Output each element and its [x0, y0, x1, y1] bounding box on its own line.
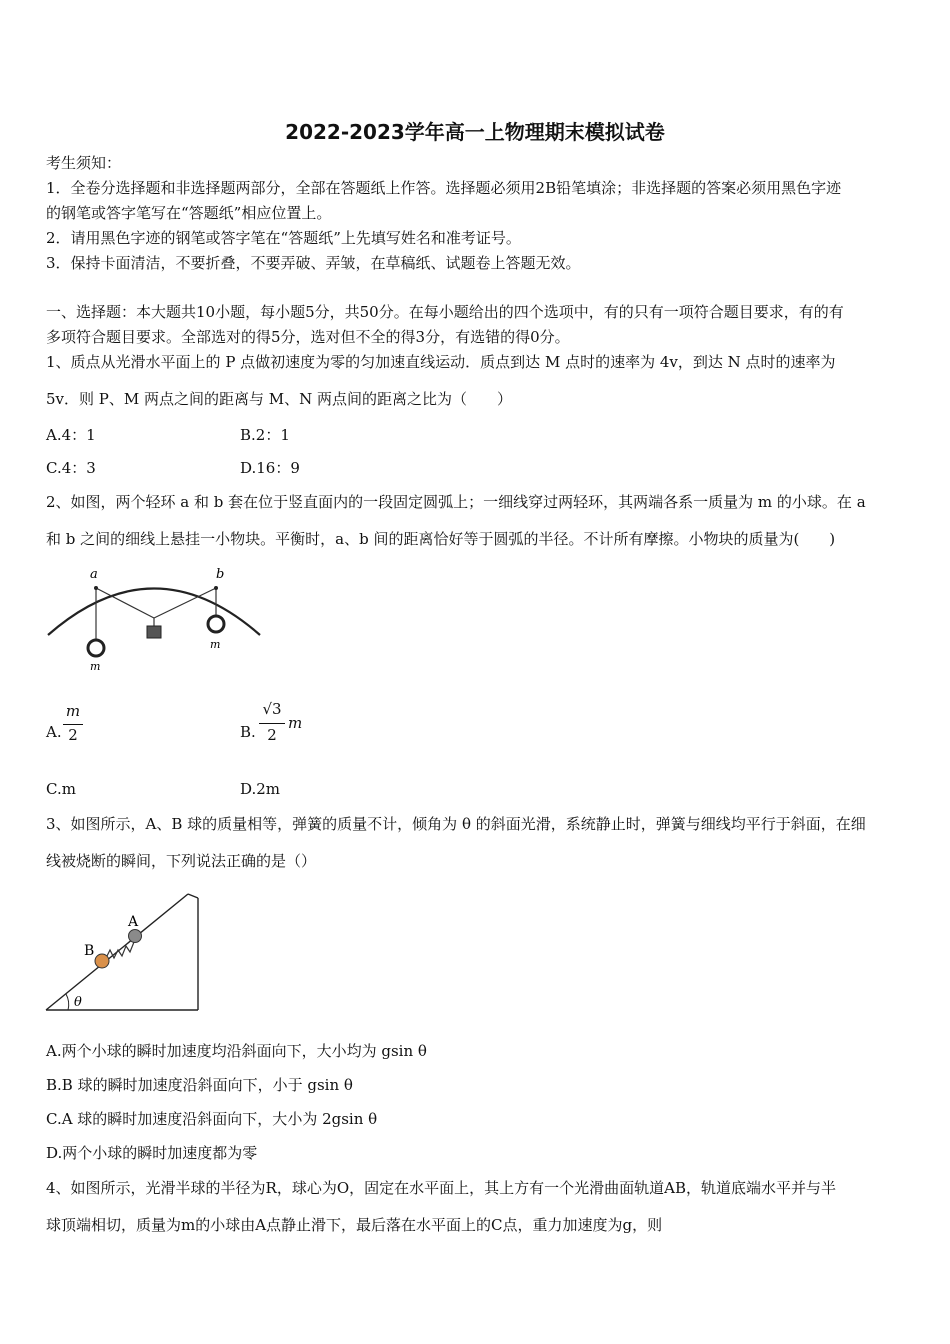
- q2-option-c: C.m: [46, 780, 76, 798]
- q2-option-b-numerator: √3: [262, 700, 282, 718]
- q2-label-a: a: [90, 567, 98, 582]
- q3-label-A: A: [128, 914, 139, 930]
- q3-label-B: B: [84, 943, 95, 959]
- q2-option-a-label: A.: [46, 723, 62, 741]
- q2-label-m-right: m: [210, 638, 221, 651]
- q3-figure-incline: [44, 888, 204, 1014]
- q2-option-a-numerator: m: [65, 702, 81, 720]
- q4-stem-2: 球顶端相切，质量为m的小球由A点静止滑下，最后落在水平面上的C点，重力加速度为g，则: [46, 1216, 663, 1234]
- q1-option-d: D.16：9: [240, 459, 300, 477]
- notice-item-1-cont: 的钢笔或答字笔写在“答题纸”相应位置上。: [46, 204, 332, 222]
- q1-option-b: B.2：1: [240, 426, 290, 444]
- q2-stem-1: 2、如图，两个轻环 a 和 b 套在位于竖直面内的一段固定圆弧上；一细线穿过两轻环，其两端各系一质量为 m 的小球。在 a: [46, 493, 866, 511]
- q2-option-b-label: B.: [240, 723, 256, 741]
- q2-option-a-denominator: 2: [68, 726, 78, 744]
- notice-item-2: 2．请用黑色字迹的钢笔或答字笔在“答题纸”上先填写姓名和准考证号。: [46, 229, 521, 247]
- q2-option-b-tail: m: [288, 714, 303, 732]
- notice-item-3: 3．保持卡面清洁，不要折叠，不要弄破、弄皱，在草稿纸、试题卷上答题无效。: [46, 254, 581, 272]
- q3-stem-2: 线被烧断的瞬间，下列说法正确的是（）: [46, 852, 317, 870]
- q2-figure-arc: [44, 560, 268, 676]
- q2-option-b-denominator: 2: [267, 726, 277, 744]
- q2-option-b-fraction-bar: [259, 723, 285, 724]
- q3-option-c: C.A 球的瞬时加速度沿斜面向下，大小为 2gsin θ: [46, 1110, 378, 1128]
- q2-option-a-fraction-bar: [63, 724, 83, 725]
- q2-label-m-left: m: [90, 660, 101, 673]
- section-intro-1: 一、选择题：本大题共10小题，每小题5分，共50分。在每小题给出的四个选项中，有的只有一项符合题目要求，有的有: [46, 303, 844, 321]
- q3-stem-1: 3、如图所示，A、B 球的质量相等，弹簧的质量不计，倾角为 θ 的斜面光滑，系统静止时，弹簧与细线均平行于斜面，在细: [46, 815, 866, 833]
- q3-option-d: D.两个小球的瞬时加速度都为零: [46, 1144, 258, 1162]
- page-title: 2022-2023学年高一上物理期末模拟试卷: [285, 120, 665, 144]
- notice-item-1: 1．全卷分选择题和非选择题两部分，全部在答题纸上作答。选择题必须用2B铅笔填涂；非选择题的答案必须用黑色字迹: [46, 179, 842, 197]
- q1-option-a: A.4：1: [46, 426, 96, 444]
- q4-stem-1: 4、如图所示，光滑半球的半径为R，球心为O，固定在水平面上，其上方有一个光滑曲面轨道AB，轨道底端水平并与半: [46, 1179, 836, 1197]
- notice-heading: 考生须知：: [46, 154, 122, 172]
- section-intro-2: 多项符合题目要求。全部选对的得5分，选对但不全的得3分，有选错的得0分。: [46, 328, 570, 346]
- q3-label-theta: θ: [74, 995, 82, 1010]
- q2-stem-2: 和 b 之间的细线上悬挂一小物块。平衡时，a、b 间的距离恰好等于圆弧的半径。不计所有摩擦。小物块的质量为( ): [46, 530, 836, 548]
- q3-option-a: A.两个小球的瞬时加速度均沿斜面向下，大小均为 gsin θ: [46, 1042, 427, 1060]
- q2-option-d: D.2m: [240, 780, 281, 798]
- q1-option-c: C.4：3: [46, 459, 96, 477]
- q1-stem-2: 5v．则 P、M 两点之间的距离与 M、N 两点间的距离之比为（ ）: [46, 390, 513, 408]
- q2-label-b: b: [216, 567, 225, 582]
- q1-stem-1: 1、质点从光滑水平面上的 P 点做初速度为零的匀加速直线运动．质点到达 M 点时的速率为 4v，到达 N 点时的速率为: [46, 353, 836, 371]
- q3-option-b: B.B 球的瞬时加速度沿斜面向下，小于 gsin θ: [46, 1076, 353, 1094]
